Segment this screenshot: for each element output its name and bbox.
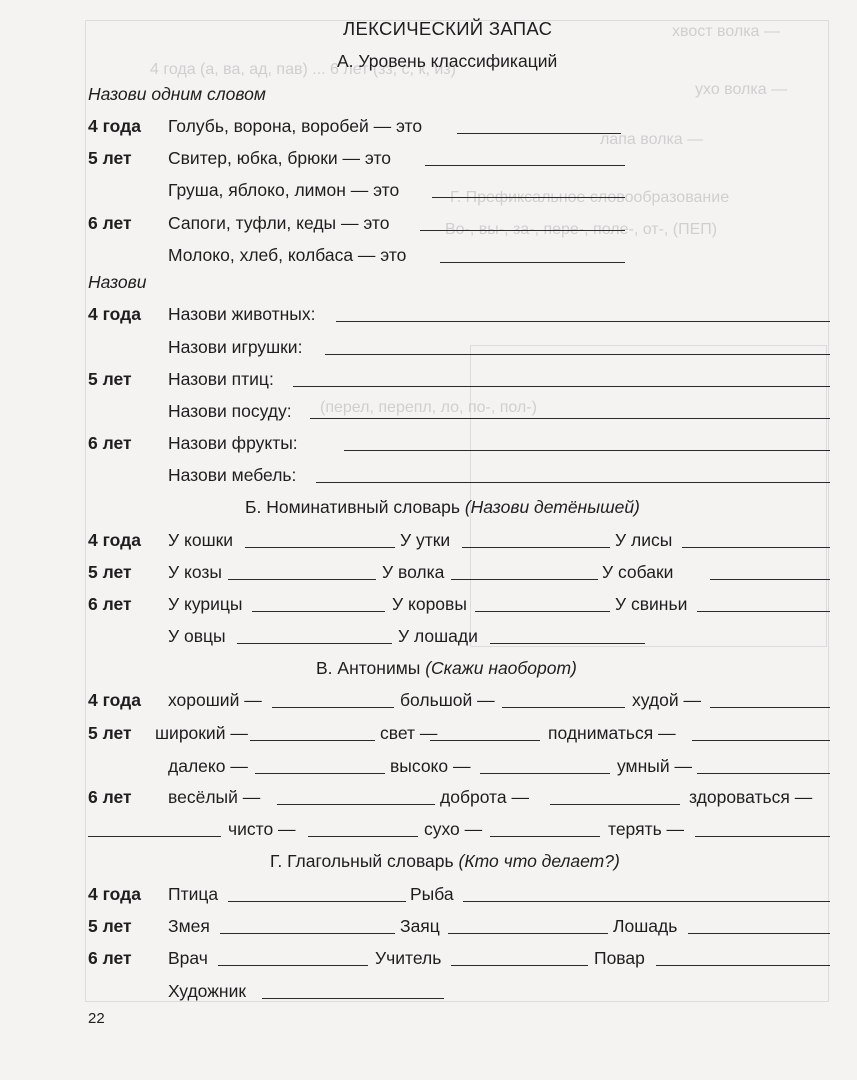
- answer-line[interactable]: [440, 262, 625, 263]
- age-label: 5 лет: [88, 562, 132, 582]
- answer-line[interactable]: [293, 386, 830, 387]
- section-d-hint: (Кто что делает?): [458, 851, 620, 871]
- task-text: Назови птиц:: [168, 369, 274, 389]
- section-a-instruction: Назови одним словом: [88, 84, 266, 104]
- age-label: 6 лет: [88, 787, 132, 807]
- answer-line[interactable]: [308, 836, 418, 837]
- prompt-text: большой —: [400, 690, 495, 710]
- answer-line[interactable]: [420, 230, 625, 231]
- answer-line[interactable]: [490, 643, 645, 644]
- age-label: 4 года: [88, 884, 141, 904]
- prompt-text: У лошади: [398, 626, 478, 646]
- answer-line[interactable]: [462, 547, 610, 548]
- task-text: Назови мебель:: [168, 465, 297, 485]
- prompt-text: У коровы: [392, 594, 467, 614]
- answer-line[interactable]: [656, 965, 830, 966]
- age-label: 5 лет: [88, 369, 132, 389]
- section-c-hint: (Скажи наоборот): [425, 658, 577, 678]
- answer-line[interactable]: [502, 707, 625, 708]
- prompt-text: Повар: [594, 948, 645, 968]
- age-label: 6 лет: [88, 213, 132, 233]
- answer-line[interactable]: [463, 901, 830, 902]
- answer-line[interactable]: [252, 611, 385, 612]
- bleed-through-text: хвост волка —: [672, 23, 780, 40]
- answer-line[interactable]: [451, 965, 588, 966]
- bleed-through-text: Г. Префиксальное словообразование: [450, 189, 730, 206]
- prompt-text: высоко —: [390, 756, 471, 776]
- answer-line[interactable]: [688, 933, 830, 934]
- task-text: Назови фрукты:: [168, 433, 298, 453]
- bleed-through-text: (перел, перепл, ло, по-, пол-): [320, 399, 537, 416]
- prompt-text: Врач: [168, 948, 208, 968]
- prompt-text: У собаки: [602, 562, 674, 582]
- prompt-text: Птица: [168, 884, 219, 904]
- prompt-text: Змея: [168, 916, 210, 936]
- prompt-text: чисто —: [228, 819, 296, 839]
- task-text: Назови животных:: [168, 304, 316, 324]
- task-text: Сапоги, туфли, кеды — это: [168, 213, 390, 233]
- section-a-instruction: Назови: [88, 272, 147, 292]
- prompt-text: терять —: [608, 819, 685, 839]
- page-number: 22: [88, 1010, 105, 1027]
- age-label: 6 лет: [88, 433, 132, 453]
- task-text: Груша, яблоко, лимон — это: [168, 180, 400, 200]
- prompt-text: Лошадь: [613, 916, 678, 936]
- age-label: 5 лет: [88, 723, 132, 743]
- age-label: 4 года: [88, 116, 141, 136]
- answer-line[interactable]: [697, 611, 830, 612]
- section-c-heading: [316, 660, 577, 678]
- answer-line[interactable]: [457, 133, 621, 134]
- answer-line[interactable]: [262, 998, 444, 999]
- age-label: 4 года: [88, 304, 141, 324]
- prompt-text: У волка: [382, 562, 445, 582]
- prompt-text: У курицы: [168, 594, 243, 614]
- prompt-text: У утки: [400, 530, 451, 550]
- answer-line[interactable]: [490, 836, 600, 837]
- answer-line[interactable]: [272, 707, 394, 708]
- prompt-text: Рыба: [410, 884, 454, 904]
- task-text: Назови игрушки:: [168, 337, 303, 357]
- bleed-through-text: лапа волка —: [600, 131, 704, 148]
- prompt-text: весёлый —: [168, 787, 261, 807]
- prompt-text: сухо —: [424, 819, 483, 839]
- answer-line[interactable]: [316, 482, 830, 483]
- prompt-text: У козы: [168, 562, 222, 582]
- task-text: Молоко, хлеб, колбаса — это: [168, 245, 407, 265]
- prompt-text: свет —: [380, 723, 438, 743]
- answer-line[interactable]: [88, 836, 221, 837]
- answer-line[interactable]: [425, 165, 625, 166]
- task-text: Назови посуду:: [168, 401, 292, 421]
- task-text: Свитер, юбка, брюки — это: [168, 148, 391, 168]
- prompt-text: здороваться —: [689, 787, 813, 807]
- bleed-through-text: 4 года (а, ва, ад, пав) ... 6 лет (зз, с, к, из): [150, 61, 456, 78]
- page-title: ЛЕКСИЧЕСКИЙ ЗАПАС: [343, 18, 553, 39]
- answer-line[interactable]: [448, 933, 608, 934]
- answer-line[interactable]: [228, 901, 406, 902]
- prompt-text: умный —: [617, 756, 692, 776]
- prompt-text: У лисы: [615, 530, 673, 550]
- answer-line[interactable]: [451, 579, 598, 580]
- answer-line[interactable]: [344, 450, 830, 451]
- prompt-text: доброта —: [440, 787, 529, 807]
- answer-line[interactable]: [325, 354, 830, 355]
- section-b-hint: (Назови детёнышей): [464, 497, 640, 517]
- answer-line[interactable]: [697, 773, 830, 774]
- prompt-text: хороший —: [168, 690, 262, 710]
- prompt-text: У кошки: [168, 530, 234, 550]
- answer-line[interactable]: [710, 579, 830, 580]
- answer-line[interactable]: [692, 740, 830, 741]
- answer-line[interactable]: [255, 773, 385, 774]
- answer-line[interactable]: [695, 836, 830, 837]
- age-label: 6 лет: [88, 594, 132, 614]
- answer-line[interactable]: [710, 707, 830, 708]
- answer-line[interactable]: [430, 740, 540, 741]
- bleed-through-text: ухо волка —: [695, 81, 788, 98]
- prompt-text: худой —: [632, 690, 702, 710]
- answer-line[interactable]: [220, 933, 395, 934]
- answer-line[interactable]: [480, 773, 610, 774]
- prompt-text: У свиньи: [615, 594, 688, 614]
- answer-line[interactable]: [250, 740, 375, 741]
- prompt-text: Заяц: [400, 916, 440, 936]
- answer-line[interactable]: [218, 965, 368, 966]
- answer-line[interactable]: [682, 547, 830, 548]
- section-d-heading: [270, 853, 620, 871]
- age-label: 5 лет: [88, 916, 132, 936]
- section-d-title: Г. Глагольный словарь: [270, 851, 454, 871]
- section-b-title: Б. Номинативный словарь: [245, 497, 460, 517]
- section-c-title: В. Антонимы: [316, 658, 421, 678]
- prompt-text: Художник: [168, 981, 247, 1001]
- answer-line[interactable]: [475, 611, 610, 612]
- prompt-text: далеко —: [168, 756, 248, 776]
- bleed-through-text: Во-, вы-, за-, пере-, поле-, от-, (ПЕП): [445, 221, 718, 238]
- age-label: 4 года: [88, 530, 141, 550]
- answer-line[interactable]: [237, 643, 392, 644]
- prompt-text: широкий —: [155, 723, 248, 743]
- answer-line[interactable]: [310, 418, 830, 419]
- prompt-text: У овцы: [168, 626, 226, 646]
- age-label: 5 лет: [88, 148, 132, 168]
- task-text: Голубь, ворона, воробей — это: [168, 116, 423, 136]
- answer-line[interactable]: [432, 197, 625, 198]
- answer-line[interactable]: [336, 321, 830, 322]
- prompt-text: подниматься —: [548, 723, 676, 743]
- section-a-heading: А. Уровень классификаций: [337, 51, 558, 71]
- section-b-heading: [245, 499, 640, 517]
- age-label: 4 года: [88, 690, 141, 710]
- answer-line[interactable]: [245, 547, 395, 548]
- answer-line[interactable]: [228, 579, 376, 580]
- age-label: 6 лет: [88, 948, 132, 968]
- answer-line[interactable]: [550, 804, 680, 805]
- prompt-text: Учитель: [375, 948, 442, 968]
- answer-line[interactable]: [277, 804, 435, 805]
